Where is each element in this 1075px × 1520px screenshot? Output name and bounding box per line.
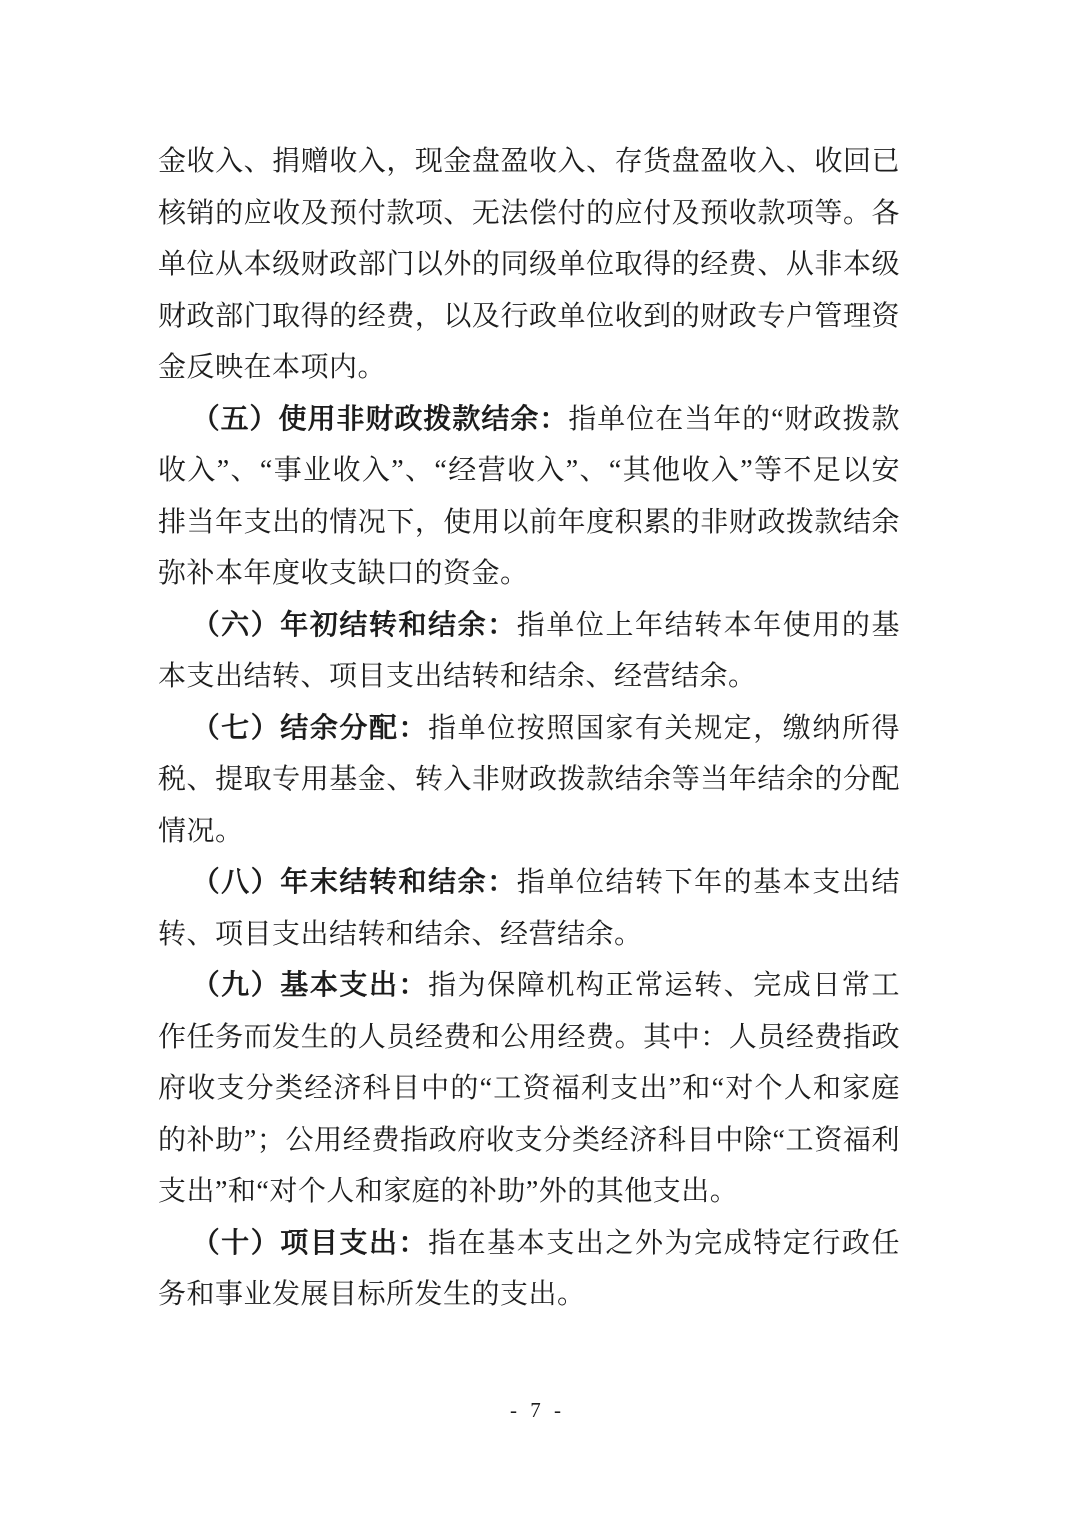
paragraph-text: 指单位按照国家有关规定，缴纳所得税、提取专用基金、转入非财政拨款结余等当年结余的分配情况。 <box>158 712 900 847</box>
paragraph-text: 金收入、捐赠收入，现金盘盈收入、存货盘盈收入、收回已核销的应收及预付款项、无法偿付的应付及预收款项等。各单位从本级财政部门以外的同级单位取得的经费、从非本级财政部门取得的经费，以及行政单位收到的财政专户管理资金反映在本项内。 <box>158 146 900 383</box>
paragraph-text: 指单位在当年的“财政拨款收入”、“事业收入”、“经营收入”、“其他收入”等不足以安排当年支出的情况下，使用以前年度积累的非财政拨款结余弥补本年度收支缺口的资金。 <box>158 403 900 589</box>
paragraph-text: 指为保障机构正常运转、完成日常工作任务而发生的人员经费和公用经费。其中：人员经费指政府收支分类经济科目中的“工资福利支出”和“对个人和家庭的补助”；公用经费指政府收支分类经济科目中除“工资福利支出”和“对个人和家庭的补助”外的其他支出。 <box>158 970 900 1207</box>
document-body <box>158 136 900 1321</box>
paragraph-lead: （五）使用非财政拨款结余： <box>191 403 569 435</box>
paragraph-lead: （九）基本支出： <box>191 970 429 1001</box>
paragraph-lead: （七）结余分配： <box>191 712 429 744</box>
page-number: - 7 - <box>510 1398 565 1422</box>
paragraph-item-10 <box>158 1218 900 1321</box>
paragraph-item-8 <box>158 857 900 960</box>
paragraph-item-5 <box>158 394 900 600</box>
paragraph-item-9 <box>158 960 900 1218</box>
paragraph-lead: （十）项目支出： <box>191 1227 429 1259</box>
paragraph-text: 指单位上年结转本年使用的基本支出结转、项目支出结转和结余、经营结余。 <box>158 609 900 692</box>
paragraph-item-6 <box>158 600 900 703</box>
paragraph-text: 指在基本支出之外为完成特定行政任务和事业发展目标所发生的支出。 <box>158 1227 900 1310</box>
paragraph-item-7 <box>158 703 900 858</box>
paragraph-lead: （六）年初结转和结余： <box>191 609 517 641</box>
paragraph-lead: （八）年末结转和结余： <box>191 867 517 898</box>
paragraph-continuation <box>158 136 900 394</box>
paragraph-text: 指单位结转下年的基本支出结转、项目支出结转和结余、经营结余。 <box>158 867 900 950</box>
